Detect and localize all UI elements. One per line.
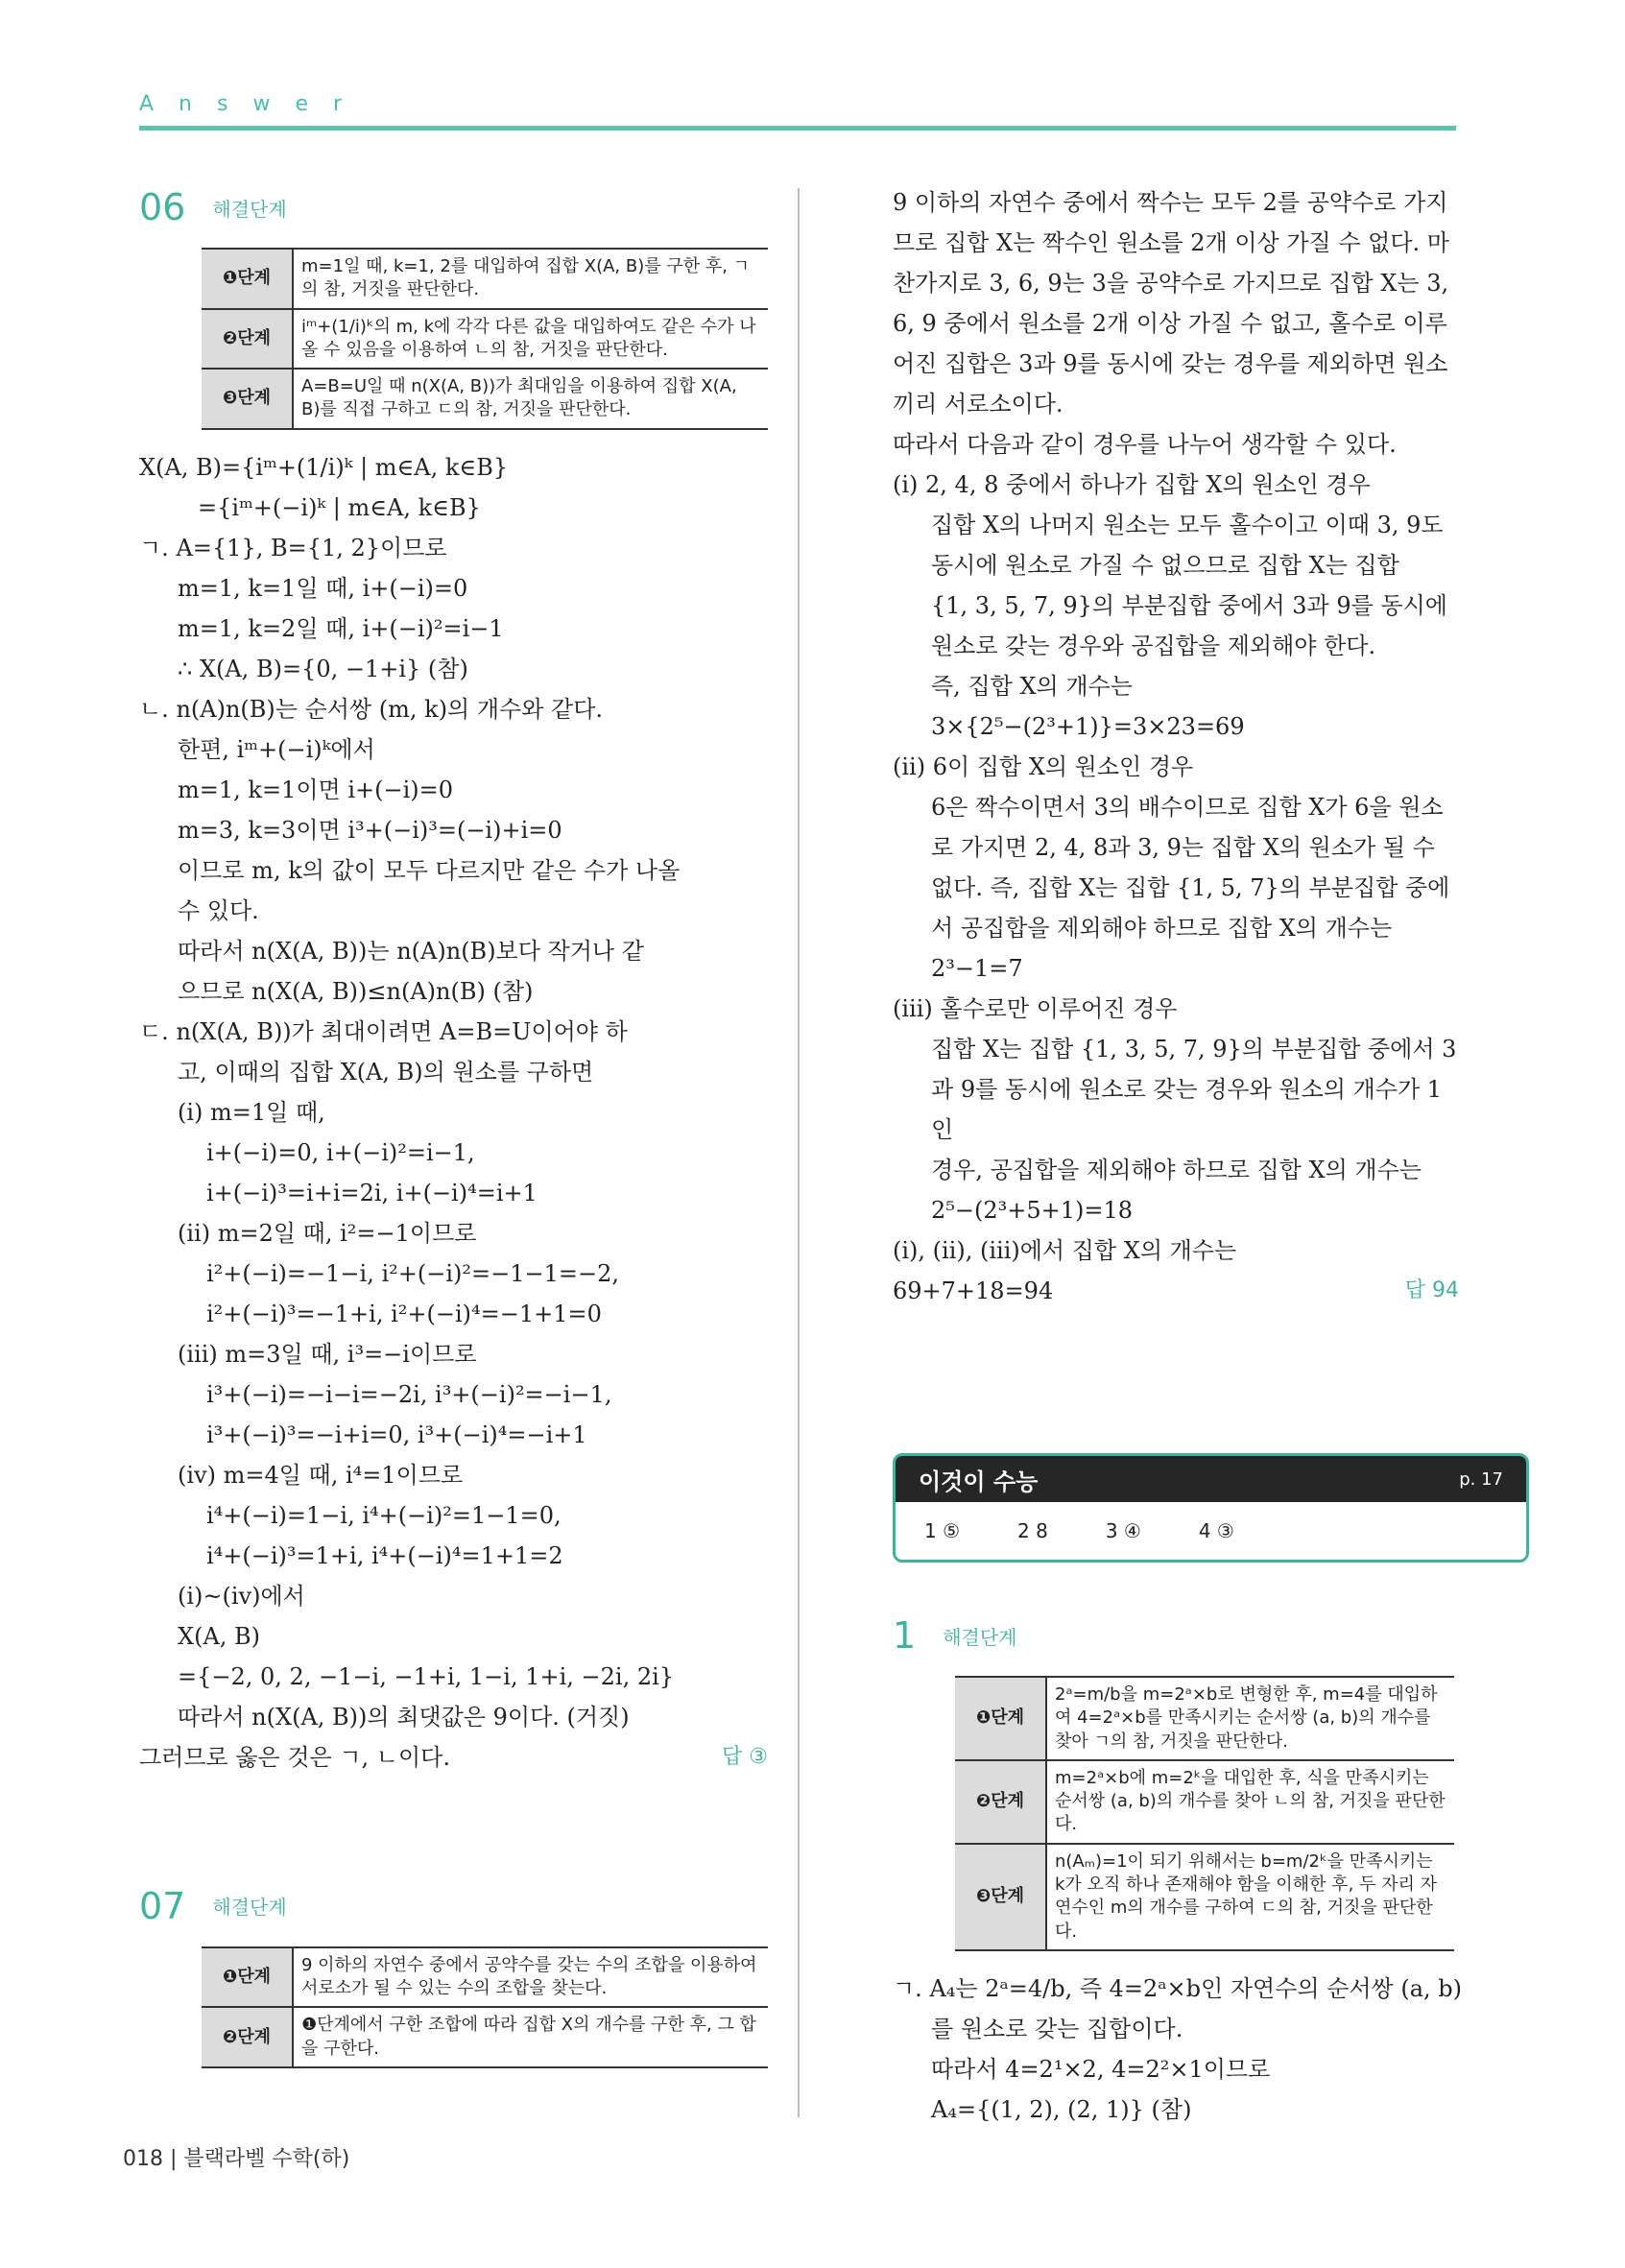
suneung-answers (896, 1502, 1526, 1560)
page-number: 018 (123, 2147, 163, 2171)
q1-step-row (955, 1844, 1454, 1950)
q06-step-row (202, 249, 768, 309)
solution-line: 경우, 공집합을 제외해야 하므로 집합 X의 개수는 (931, 1157, 1422, 1183)
book-title: 블랙라벨 수학(하) (183, 2147, 350, 2171)
solution-line: 이므로 m, k의 값이 모두 다르지만 같은 수가 나올 (178, 856, 681, 884)
solution-line: 원소로 갖는 경우와 공집합을 제외해야 한다. (931, 633, 1376, 659)
solution-line: 로 가지면 2, 4, 8과 3, 9는 집합 X의 원소가 될 수 (931, 834, 1435, 861)
solution-line: m=1, k=1이면 i+(−i)=0 (178, 776, 453, 803)
header-rule (139, 126, 1456, 131)
solution-line: 어진 집합은 3과 9를 동시에 갖는 경우를 제외하면 원소 (893, 350, 1448, 377)
solution-line: i³+(−i)=−i−i=−2i, i³+(−i)²=−i−1, (206, 1380, 612, 1408)
q07-step-row (202, 1947, 768, 2008)
solution-line: ㄴ. n(A)n(B)는 순서쌍 (m, k)의 개수와 같다. (139, 695, 604, 723)
solution-line: 6은 짝수이면서 3의 배수이므로 집합 X가 6을 원소 (931, 794, 1444, 821)
solution-line: 집합 X의 나머지 원소는 모두 홀수이고 이때 3, 9도 (931, 512, 1444, 538)
solution-line: (ⅱ) m=2일 때, i²=−1이므로 (178, 1219, 477, 1247)
solution-line: 따라서 n(X(A, B))의 최댓값은 9이다. (거짓) (178, 1703, 630, 1731)
solution-line: (ⅲ) 홀수로만 이루어진 경우 (893, 995, 1178, 1022)
solution-line: 찬가지로 3, 6, 9는 3을 공약수로 가지므로 집합 X는 3, (893, 270, 1449, 297)
solution-line: i+(−i)³=i+i=2i, i+(−i)⁴=i+1 (206, 1179, 538, 1206)
solution-line: 고, 이때의 집합 X(A, B)의 원소를 구하면 (178, 1058, 594, 1086)
step-text: A=B=U일 때 n(X(A, B))가 최대임을 이용하여 집합 X(A, B)를 직접 구하고 ㄷ의 참, 거짓을 판단한다. (293, 369, 768, 429)
step-text: ❶단계에서 구한 조합에 따라 집합 X의 개수를 구한 후, 그 합을 구한다. (293, 2007, 768, 2067)
step-text: 2ᵃ=m/b을 m=2ᵃ×b로 변형한 후, m=4를 대입하여 4=2ᵃ×b를 만족시키는 순서쌍 (a, b)의 개수를 찾아 ㄱ의 참, 거짓을 판단한다. (1046, 1677, 1454, 1760)
solution-line: i²+(−i)³=−1+i, i²+(−i)⁴=−1+1=0 (206, 1300, 602, 1327)
q07-tag: 해결단계 (212, 1896, 287, 1920)
solution-line: 2⁵−(2³+5+1)=18 (931, 1197, 1134, 1224)
suneung-answer: 2 8 (1017, 1519, 1048, 1542)
solution-line: 따라서 다음과 같이 경우를 나누어 생각할 수 있다. (893, 431, 1397, 458)
q07-steps-table (202, 1946, 768, 2068)
suneung-box (893, 1453, 1529, 1563)
solution-line: (ⅱ) 6이 집합 X의 원소인 경우 (893, 753, 1194, 780)
step-label: ❶단계 (202, 249, 293, 309)
solution-line: 므로 집합 X는 짝수인 원소를 2개 이상 가질 수 없다. 마 (893, 229, 1449, 256)
q07-answer: 답 94 (1404, 1278, 1459, 1302)
solution-line: 따라서 n(X(A, B))는 n(A)n(B)보다 작거나 같 (178, 937, 644, 965)
solution-line: (ⅰ)~(ⅳ)에서 (178, 1582, 305, 1610)
solution-line: 서 공집합을 제외해야 하므로 집합 X의 개수는 (931, 915, 1393, 942)
step-label: ❸단계 (202, 369, 293, 429)
solution-line: {1, 3, 5, 7, 9}의 부분집합 중에서 3과 9를 동시에 (931, 592, 1447, 619)
q1-number: 1 (893, 1614, 917, 1657)
step-text: m=1일 때, k=1, 2를 대입하여 집합 X(A, B)를 구한 후, ㄱ의 참, 거짓을 판단한다. (293, 249, 768, 309)
q1-solution (893, 1969, 1463, 2130)
suneung-answer: 1 ⑤ (924, 1519, 961, 1542)
solution-line: (ⅰ) 2, 4, 8 중에서 하나가 집합 X의 원소인 경우 (893, 471, 1371, 498)
solution-line: m=3, k=3이면 i³+(−i)³=(−i)+i=0 (178, 816, 562, 844)
solution-line: i³+(−i)³=−i+i=0, i³+(−i)⁴=−i+1 (206, 1420, 587, 1448)
solution-line: 없다. 즉, 집합 X는 집합 {1, 5, 7}의 부분집합 중에 (931, 874, 1450, 901)
step-label: ❷단계 (202, 309, 293, 370)
step-label: ❶단계 (955, 1677, 1046, 1760)
solution-line: 2³−1=7 (931, 955, 1023, 982)
solution-line: i+(−i)=0, i+(−i)²=i−1, (206, 1138, 475, 1166)
solution-line: 69+7+18=94 (893, 1277, 1054, 1304)
suneung-bar (896, 1456, 1526, 1502)
solution-line: 6, 9 중에서 원소를 2개 이상 가질 수 없고, 홀수로 이루 (893, 310, 1447, 337)
step-text: 9 이하의 자연수 중에서 공약수를 갖는 수의 조합을 이용하여 서로소가 될 수 있는 수의 조합을 찾는다. (293, 1947, 768, 2008)
solution-line: 따라서 4=2¹×2, 4=2²×1이므로 (931, 2055, 1271, 2083)
solution-line: i²+(−i)=−1−i, i²+(−i)²=−1−1=−2, (206, 1259, 619, 1287)
step-text: n(Aₘ)=1이 되기 위해서는 b=m/2ᵏ을 만족시키는 k가 오직 하나 존재해야 함을 이해한 후, 두 자리 자연수인 m의 개수를 구하여 ㄷ의 참, 거짓을 판단한다. (1046, 1844, 1454, 1950)
q1-step-row (955, 1760, 1454, 1844)
q1-steps-table (955, 1676, 1454, 1951)
solution-line: m=1, k=1일 때, i+(−i)=0 (178, 574, 468, 602)
solution-line: 집합 X는 집합 {1, 3, 5, 7, 9}의 부분집합 중에서 3 (931, 1036, 1457, 1062)
step-label: ❸단계 (955, 1844, 1046, 1950)
q07-number: 07 (139, 1884, 186, 1927)
step-label: ❷단계 (202, 2007, 293, 2067)
q07-heading (139, 1881, 768, 1931)
solution-line: X(A, B) (178, 1622, 261, 1650)
q06-heading (139, 182, 768, 232)
solution-line: 과 9를 동시에 원소로 갖는 경우와 원소의 개수가 1인 (931, 1076, 1443, 1143)
q06-number: 06 (139, 186, 186, 228)
solution-line: i⁴+(−i)³=1+i, i⁴+(−i)⁴=1+1=2 (206, 1541, 563, 1569)
suneung-page: p. 17 (1459, 1468, 1503, 1490)
solution-line: X(A, B)={iᵐ+(1/i)ᵏ | m∈A, k∈B} (139, 453, 509, 481)
solution-line: 를 원소로 갖는 집합이다. (931, 2015, 1183, 2042)
solution-line: ∴ X(A, B)={0, −1+i} (참) (178, 655, 468, 682)
q06-answer: 답 ③ (722, 1744, 768, 1769)
solution-line: 끼리 서로소이다. (893, 391, 1063, 418)
q06-step-row (202, 309, 768, 370)
left-column (139, 182, 768, 2068)
step-label: ❶단계 (202, 1947, 293, 2008)
column-divider (798, 188, 800, 2117)
solution-line: (ⅳ) m=4일 때, i⁴=1이므로 (178, 1461, 464, 1489)
solution-line: 으므로 n(X(A, B))≤n(A)n(B) (참) (178, 977, 534, 1005)
solution-line: 한편, iᵐ+(−i)ᵏ에서 (178, 735, 375, 763)
right-column (893, 182, 1503, 2130)
solution-line: (ⅲ) m=3일 때, i³=−i이므로 (178, 1340, 477, 1368)
suneung-answer: 4 ③ (1198, 1519, 1234, 1542)
q06-tag: 해결단계 (212, 197, 287, 221)
page-footer: 018 | 블랙라벨 수학(하) (123, 2147, 350, 2171)
solution-line: 동시에 원소로 가질 수 없으므로 집합 X는 집합 (931, 552, 1399, 579)
solution-line: A₄={(1, 2), (2, 1)} (참) (931, 2095, 1192, 2123)
solution-line: 3×{2⁵−(2³+1)}=3×23=69 (931, 713, 1245, 740)
solution-line: ={iᵐ+(−i)ᵏ | m∈A, k∈B} (139, 493, 481, 521)
q1-tag: 해결단계 (943, 1625, 1017, 1649)
solution-line: ㄱ. A={1}, B={1, 2}이므로 (139, 534, 447, 561)
q06-solution (139, 447, 768, 1778)
q07-step-row (202, 2007, 768, 2067)
solution-line: 그러므로 옳은 것은 ㄱ, ㄴ이다. (139, 1743, 450, 1771)
solution-line: (ⅰ) m=1일 때, (178, 1098, 325, 1126)
solution-line: m=1, k=2일 때, i+(−i)²=i−1 (178, 614, 504, 642)
step-text: m=2ᵃ×b에 m=2ᵏ을 대입한 후, 식을 만족시키는 순서쌍 (a, b)의 개수를 찾아 ㄴ의 참, 거짓을 판단한다. (1046, 1760, 1454, 1844)
solution-line: ㄱ. A₄는 2ᵃ=4/b, 즉 4=2ᵃ×b인 자연수의 순서쌍 (a, b) (893, 1974, 1463, 2002)
solution-line: (ⅰ), (ⅱ), (ⅲ)에서 집합 X의 개수는 (893, 1237, 1237, 1264)
solution-line: 수 있다. (178, 896, 259, 924)
solution-line: 즉, 집합 X의 개수는 (931, 673, 1133, 700)
solution-line: 9 이하의 자연수 중에서 짝수는 모두 2를 공약수로 가지 (893, 189, 1448, 216)
q06-steps-table (202, 248, 768, 430)
solution-line: ={−2, 0, 2, −1−i, −1+i, 1−i, 1+i, −2i, 2i} (178, 1662, 675, 1690)
header-label: Answer (139, 92, 368, 116)
suneung-answer: 3 ④ (1105, 1519, 1141, 1542)
solution-line: i⁴+(−i)=1−i, i⁴+(−i)²=1−1=0, (206, 1501, 562, 1529)
q1-step-row (955, 1677, 1454, 1760)
solution-line: ㄷ. n(X(A, B))가 최대이려면 A=B=U이어야 하 (139, 1017, 628, 1045)
q06-step-row (202, 369, 768, 429)
step-text: iᵐ+(1/i)ᵏ의 m, k에 각각 다른 값을 대입하여도 같은 수가 나올 수 있음을 이용하여 ㄴ의 참, 거짓을 판단한다. (293, 309, 768, 370)
suneung-title: 이것이 수능 (919, 1468, 1039, 1495)
step-label: ❷단계 (955, 1760, 1046, 1844)
q1-heading (893, 1611, 1459, 1660)
q07-solution (893, 182, 1459, 1311)
